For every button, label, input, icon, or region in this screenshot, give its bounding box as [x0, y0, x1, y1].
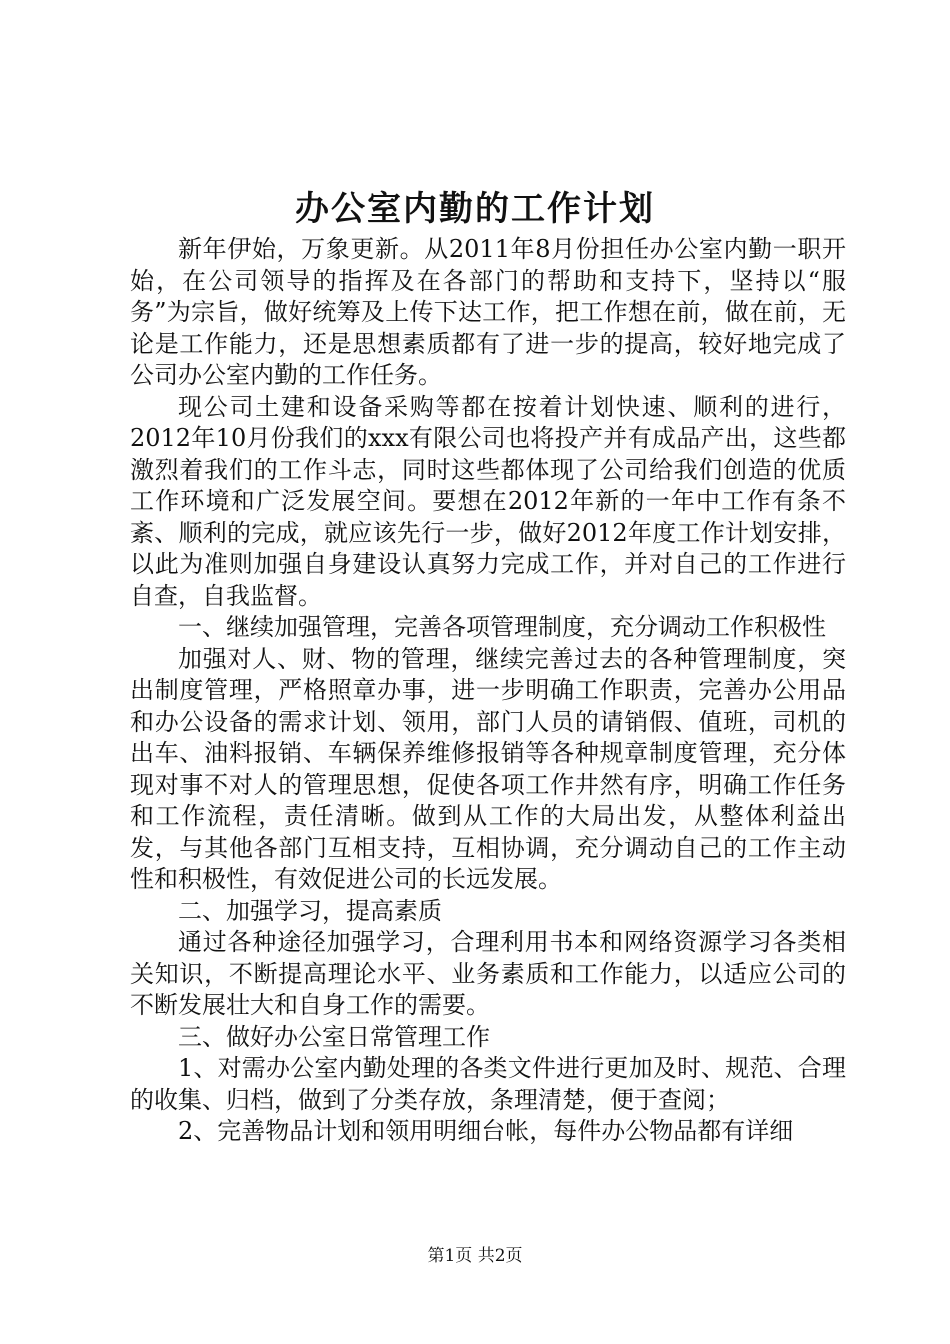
- paragraph-intro: 新年伊始，万象更新。从2011年8月份担任办公室内勤一职开始，在公司领导的指挥及在各部门的帮助和支持下，坚持以“服务”为宗旨，做好统筹及上传下达工作，把工作想在前，做在前，无论是工作能力，还是思想素质都有了进一步的提高，较好地完成了公司办公室内勤的工作任务。: [130, 235, 846, 389]
- section-heading-3: 三、做好办公室日常管理工作: [178, 1022, 490, 1051]
- list-item-2: 2、完善物品计划和领用明细台帐，每件办公物品都有详细: [178, 1117, 794, 1145]
- document-body: [130, 234, 846, 1148]
- paragraph-background: 现公司土建和设备采购等都在按着计划快速、顺利的进行，2012年10月份我们的xxx有限公司也将投产并有成品产出，这些都激烈着我们的工作斗志，同时这些都体现了公司给我们创造的优质工作环境和广泛发展空间。要想在2012年新的一年中工作有条不紊、顺利的完成，就应该先行一步，做好2012年度工作计划安排，以此为准则加强自身建设认真努力完成工作，并对自己的工作进行自查，自我监督。: [130, 392, 846, 610]
- paragraph-management: 加强对人、财、物的管理，继续完善过去的各种管理制度，突出制度管理，严格照章办事，进一步明确工作职责，完善办公用品和办公设备的需求计划、领用，部门人员的请销假、值班，司机的出车、油料报销、车辆保养维修报销等各种规章制度管理，充分体现对事不对人的管理思想，促使各项工作井然有序，明确工作任务和工作流程，责任清晰。做到从工作的大局出发，从整体利益出发，与其他各部门互相支持，互相协调，充分调动自己的工作主动性和积极性，有效促进公司的长远发展。: [130, 644, 846, 893]
- paragraph-learning: 通过各种途径加强学习，合理利用书本和网络资源学习各类相关知识，不断提高理论水平、业务素质和工作能力，以适应公司的不断发展壮大和自身工作的需要。: [130, 928, 846, 1019]
- document-title: 办公室内勤的工作计划: [295, 189, 655, 229]
- list-item-1: 1、对需办公室内勤处理的各类文件进行更加及时、规范、合理的收集、归档，做到了分类存放，条理清楚，便于查阅；: [130, 1054, 846, 1114]
- section-heading-2: 二、加强学习，提高素质: [178, 896, 442, 925]
- section-heading-1: 一、继续加强管理，完善各项管理制度，充分调动工作积极性: [178, 613, 826, 641]
- page-number-footer: 第1页 共2页: [427, 1246, 523, 1266]
